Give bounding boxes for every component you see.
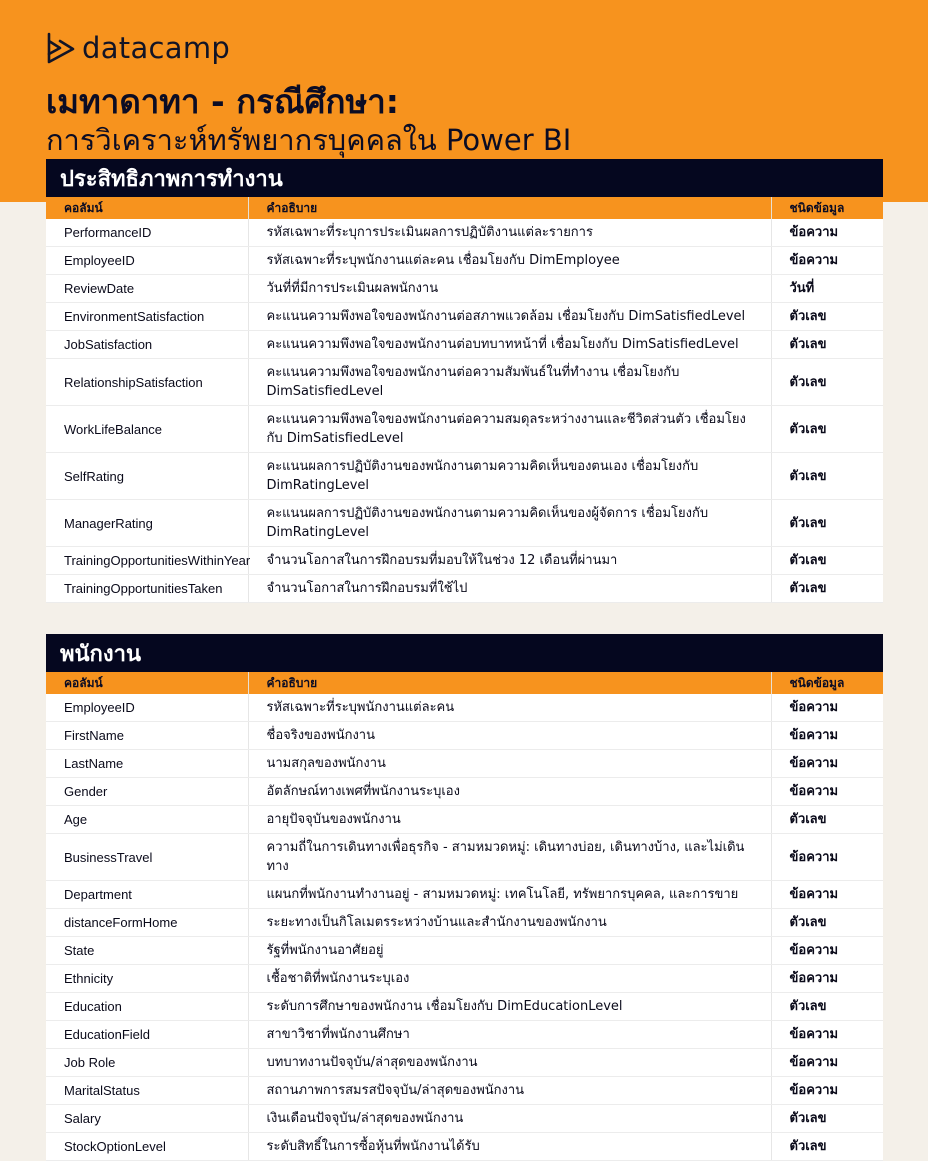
datatype-cell: ตัวเลข [771,303,883,331]
table-header-row [46,672,883,694]
datatype-cell: วันที่ [771,275,883,303]
table-row [46,275,883,303]
table-row [46,750,883,778]
datatype-cell: ตัวเลข [771,806,883,834]
description-cell: สถานภาพการสมรสปัจจุบัน/ล่าสุดของพนักงาน [248,1077,771,1105]
datatype-cell: ตัวเลข [771,453,883,500]
datatype-cell: ตัวเลข [771,575,883,603]
column-name-cell: BusinessTravel [46,834,248,881]
description-cell: รัฐที่พนักงานอาศัยอยู่ [248,937,771,965]
datatype-cell: ข้อความ [771,778,883,806]
column-name-cell: ManagerRating [46,500,248,547]
description-cell: นามสกุลของพนักงาน [248,750,771,778]
description-cell: ระดับการศึกษาของพนักงาน เชื่อมโยงกับ DimEducationLevel [248,993,771,1021]
description-cell: อัตลักษณ์ทางเพศที่พนักงานระบุเอง [248,778,771,806]
datatype-cell: ข้อความ [771,881,883,909]
logo-text: datacamp [82,31,231,65]
column-name-cell: Salary [46,1105,248,1133]
column-name-cell: Department [46,881,248,909]
section-performance [46,159,883,603]
table-row [46,993,883,1021]
section-employee [46,634,883,1161]
datatype-cell: ข้อความ [771,750,883,778]
column-name-cell: PerformanceID [46,219,248,247]
table-row [46,1021,883,1049]
table-body [46,694,883,1161]
datatype-cell: ตัวเลข [771,331,883,359]
section-title: ประสิทธิภาพการทำงาน [46,159,883,197]
description-cell: เงินเดือนปัจจุบัน/ล่าสุดของพนักงาน [248,1105,771,1133]
table-row [46,806,883,834]
table-body [46,219,883,603]
table-row [46,722,883,750]
datatype-cell: ข้อความ [771,834,883,881]
description-cell: จำนวนโอกาสในการฝึกอบรมที่ใช้ไป [248,575,771,603]
datatype-cell: ข้อความ [771,1077,883,1105]
description-cell: เชื้อชาติที่พนักงานระบุเอง [248,965,771,993]
description-cell: คะแนนผลการปฏิบัติงานของพนักงานตามความคิดเห็นของตนเอง เชื่อมโยงกับ DimRatingLevel [248,453,771,500]
column-name-cell: EmployeeID [46,247,248,275]
column-name-cell: FirstName [46,722,248,750]
description-cell: คะแนนความพึงพอใจของพนักงานต่อความสัมพันธ์ในที่ทำงาน เชื่อมโยงกับ DimSatisfiedLevel [248,359,771,406]
table-row [46,694,883,722]
description-cell: ระดับสิทธิ์ในการซื้อหุ้นที่พนักงานได้รับ [248,1133,771,1161]
description-header: คำอธิบาย [248,672,771,694]
description-cell: วันที่ที่มีการประเมินผลพนักงาน [248,275,771,303]
table-row [46,881,883,909]
datatype-cell: ข้อความ [771,1021,883,1049]
table-row [46,500,883,547]
column-name-cell: LastName [46,750,248,778]
description-cell: คะแนนความพึงพอใจของพนักงานต่อบทบาทหน้าที่ เชื่อมโยงกับ DimSatisfiedLevel [248,331,771,359]
datatype-cell: ข้อความ [771,965,883,993]
datatype-cell: ข้อความ [771,937,883,965]
description-cell: บทบาทงานปัจจุบัน/ล่าสุดของพนักงาน [248,1049,771,1077]
page-header [46,28,882,158]
datatype-cell: ตัวเลข [771,993,883,1021]
column-name-cell: Age [46,806,248,834]
section-title: พนักงาน [46,634,883,672]
description-cell: ระยะทางเป็นกิโลเมตรระหว่างบ้านและสำนักงานของพนักงาน [248,909,771,937]
table-row [46,359,883,406]
column-name-cell: Education [46,993,248,1021]
datatype-header: ชนิดข้อมูล [771,197,883,219]
description-cell: รหัสเฉพาะที่ระบุพนักงานแต่ละคน [248,694,771,722]
table-row [46,1077,883,1105]
column-name-cell: EnvironmentSatisfaction [46,303,248,331]
column-name-cell: EducationField [46,1021,248,1049]
description-cell: คะแนนความพึงพอใจของพนักงานต่อความสมดุลระหว่างงานและชีวิตส่วนตัว เชื่อมโยงกับ DimSatisfiedLevel [248,406,771,453]
column-name-cell: ReviewDate [46,275,248,303]
datatype-cell: ข้อความ [771,694,883,722]
datatype-cell: ข้อความ [771,219,883,247]
table-row [46,1133,883,1161]
page-title: เมทาดาทา - กรณีศึกษา: [46,82,399,121]
datatype-cell: ตัวเลข [771,1105,883,1133]
table-row [46,453,883,500]
column-name-cell: TrainingOpportunitiesTaken [46,575,248,603]
datatype-cell: ข้อความ [771,247,883,275]
datatype-cell: ตัวเลข [771,547,883,575]
column-name-cell: TrainingOpportunitiesWithinYear [46,547,248,575]
table-row [46,219,883,247]
datacamp-logo [46,28,882,68]
datatype-cell: ตัวเลข [771,406,883,453]
column-header: คอลัมน์ [46,197,248,219]
table-row [46,1049,883,1077]
datacamp-logo-icon [46,32,76,64]
description-cell: รหัสเฉพาะที่ระบุการประเมินผลการปฏิบัติงานแต่ละรายการ [248,219,771,247]
description-cell: แผนกที่พนักงานทำงานอยู่ - สามหมวดหมู่: เทคโนโลยี, ทรัพยากรบุคคล, และการขาย [248,881,771,909]
performance-table [46,197,883,603]
table-header-row [46,197,883,219]
description-cell: อายุปัจจุบันของพนักงาน [248,806,771,834]
description-cell: ความถี่ในการเดินทางเพื่อธุรกิจ - สามหมวดหมู่: เดินทางบ่อย, เดินทางบ้าง, และไม่เดินทาง [248,834,771,881]
table-row [46,834,883,881]
column-name-cell: Job Role [46,1049,248,1077]
table-row [46,937,883,965]
description-header: คำอธิบาย [248,197,771,219]
column-name-cell: JobSatisfaction [46,331,248,359]
table-row [46,909,883,937]
column-name-cell: Gender [46,778,248,806]
column-name-cell: distanceFormHome [46,909,248,937]
datatype-cell: ตัวเลข [771,359,883,406]
column-name-cell: State [46,937,248,965]
column-name-cell: WorkLifeBalance [46,406,248,453]
table-row [46,303,883,331]
datatype-cell: ตัวเลข [771,909,883,937]
table-row [46,778,883,806]
table-row [46,1105,883,1133]
column-header: คอลัมน์ [46,672,248,694]
table-row [46,547,883,575]
description-cell: คะแนนความพึงพอใจของพนักงานต่อสภาพแวดล้อม เชื่อมโยงกับ DimSatisfiedLevel [248,303,771,331]
column-name-cell: Ethnicity [46,965,248,993]
datatype-cell: ข้อความ [771,722,883,750]
description-cell: จำนวนโอกาสในการฝึกอบรมที่มอบให้ในช่วง 12 เดือนที่ผ่านมา [248,547,771,575]
page-subtitle: การวิเคราะห์ทรัพยากรบุคคลใน Power BI [46,123,572,157]
datatype-header: ชนิดข้อมูล [771,672,883,694]
table-row [46,575,883,603]
table-row [46,406,883,453]
datatype-cell: ตัวเลข [771,500,883,547]
table-row [46,965,883,993]
employee-table [46,672,883,1161]
table-row [46,331,883,359]
description-cell: สาขาวิชาที่พนักงานศึกษา [248,1021,771,1049]
datatype-cell: ข้อความ [771,1049,883,1077]
datatype-cell: ตัวเลข [771,1133,883,1161]
column-name-cell: MaritalStatus [46,1077,248,1105]
description-cell: คะแนนผลการปฏิบัติงานของพนักงานตามความคิดเห็นของผู้จัดการ เชื่อมโยงกับ DimRatingLevel [248,500,771,547]
description-cell: รหัสเฉพาะที่ระบุพนักงานแต่ละคน เชื่อมโยงกับ DimEmployee [248,247,771,275]
column-name-cell: EmployeeID [46,694,248,722]
column-name-cell: RelationshipSatisfaction [46,359,248,406]
description-cell: ชื่อจริงของพนักงาน [248,722,771,750]
column-name-cell: SelfRating [46,453,248,500]
column-name-cell: StockOptionLevel [46,1133,248,1161]
table-row [46,247,883,275]
